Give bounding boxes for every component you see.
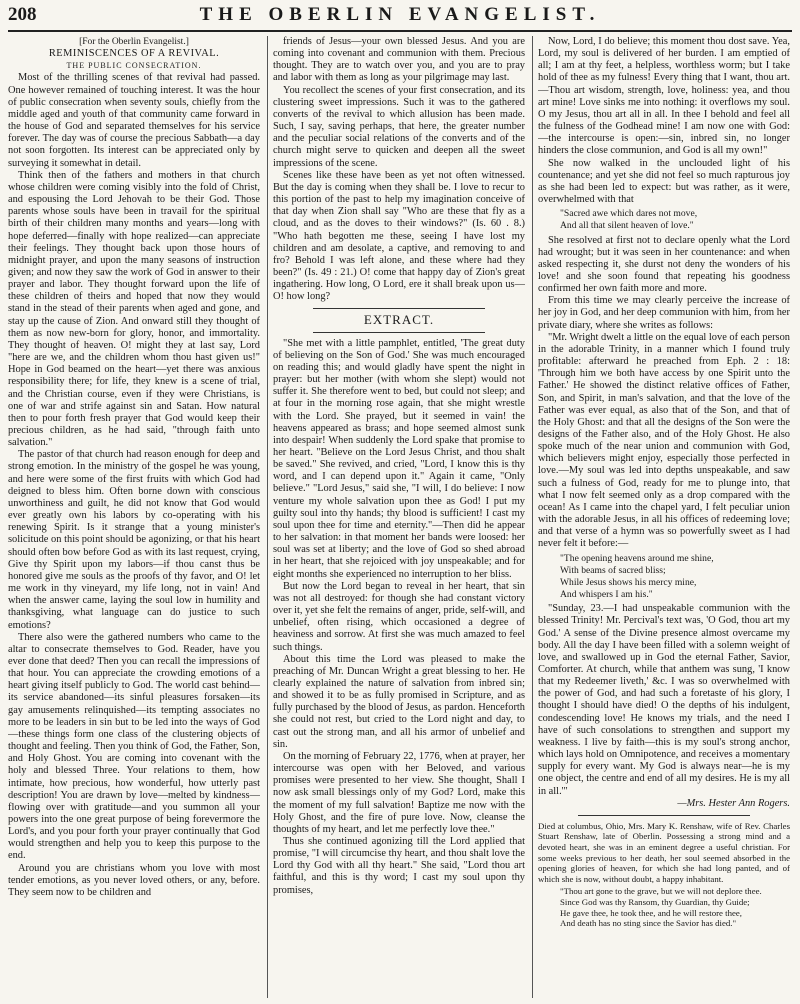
section-divider <box>578 815 750 816</box>
paragraph: friends of Jesus—your own blessed Jesus. And you are coming into covenant and communion with them. Precious thought. They are to watch over you, and you are to pray and labor with them as long as your pilgrimage may last. <box>273 36 525 84</box>
article-subtitle: THE PUBLIC CONSECRATION. <box>66 61 202 71</box>
paragraph: About this time the Lord was pleased to make the preaching of Mr. Duncan Wright a great blessing to her. He clearly explained the nature of salvation from inbred sin; and showed it to be as fully promised in Scripture, and as fully purchased by the blood of Jesus, as pardon. Henceforth she could not rest, but cried to the Lord night and day, to cast out the strong man, and all his armor of unbelief and sin. <box>273 653 525 750</box>
paragraph: Most of the thrilling scenes of that revival had passed. One however remained of touching interest. It was the hour of public consecration when seventy souls, chiefly from the middle aged and youth of that community came forward in the house of God and separated themselves for his service forever. The day was of course the precious Sabbath—a day not soon forgotten. Its interest can be appreciated only by surveying it somewhat in detail. <box>8 72 260 169</box>
verse-line: While Jesus shows his mercy mine, <box>560 576 697 588</box>
paragraph: The pastor of that church had reason enough for deep and strong emotion. In the ministry of the gospel he was young, and here were some of the first fruits with which God had deigned to bless him. Often borne down with conscious unworthiness and guilt, he did not know that God would ever greatly own his labors by co-operating with his renewing Spirit. Is it strange that a young minister's solicitude on this point should be agonizing, or that his heart should often bow before God as with its last request, crying, Give thy Spirit upon my labors—if thou canst thus be honored give me souls as the proofs of thy favor, and O! let me work in thy vineyard, my life long, not in vain! And when the answer came, laying the soul low in humility and thanksgiving, what language can do justice to such emotions? <box>8 449 260 631</box>
signature: —Mrs. Hester Ann Rogers. <box>677 797 790 809</box>
paragraph: You recollect the scenes of your first consecration, and its clustering sweet impressions. Such it was to the gathered converts of the revival to which allusion has been made. Such, I say, saving perhaps, that here, the greater number and the peculiar social relations of the converts and of the church might serve to quicken and deepen all the sweet impressions of the scene. <box>273 84 525 169</box>
verse-line: "Thou art gone to the grave, but we will not deplore thee. <box>560 886 762 897</box>
paragraph: "Mr. Wright dwelt a little on the equal love of each person in the adorable Trinity, in a manner which I found truly profitable: afterward he preached from Eph. 2 : 18: 'Through him we both have access by one Spirit unto the Father.' He showed the distinct relative offices of Father, Son, and Spirit, in man's salvation, and that the love of the Father was ever equal, as also that of the Son, and that of the Holy Ghost: and that all the designs of the Son were the designs of the Father also, and of the Holy Ghost. He also spoke much of the near union and communion with God, which believers might enjoy, especially those perfected in love.—My soul was led into depths unspeakable, and saw such a fulness of God, ready for me to plunge into, that what I now felt seemed only as a drop compared with the ocean! As I came into the chapel yard, I felt peculiar union with the adorable Jesus, in all his offices of redeeming love; and that verse of a hymn was so powerfully sweet as I had never felt it before:— <box>538 331 790 550</box>
page-number: 208 <box>8 4 37 25</box>
page-header <box>8 4 792 32</box>
column-3 <box>538 36 790 998</box>
obituary-verse <box>560 886 790 928</box>
verse-line: And whispers I am his." <box>560 589 653 601</box>
verse-line: With beams of sacred bliss; <box>560 564 666 576</box>
column-1 <box>8 36 260 998</box>
section-divider <box>313 308 485 309</box>
paragraph: From this time we may clearly perceive the increase of her joy in God, and her deep communion with him, from her private diary, where she writes as follows: <box>538 295 790 331</box>
paragraph: "Sunday, 23.—I had unspeakable communion with the blessed Trinity! Mr. Percival's text was, 'O God, thou art my God.' A sense of the Divine presence almost overcame my body. All the day I have been filled with a solemn weight of love, and swallowed up in God the eternal Father, Savior, Comforter. At church, while that anthem was sung, 'I know that my Redeemer liveth,' &c. I was so overwhelmed with the power of God, and had such a foretaste of his glory, I thought I should have died! O the depths of his indulgent, condescending love! He knows my trials, and the need I have of such consolations to strengthen and support my weakness. I live by faith—this is my soul's strong anchor, which lays hold on Omnipotence, and receives a momentary supply for every want. My God is always near—he is my one object, the centre and end of all my desires. He is my all in all.'" <box>538 603 790 797</box>
paragraph: But now the Lord began to reveal in her heart, that sin was not all destroyed: for though she had constant victory over it, yet she felt the remains of anger, pride, self-will, and unbelief, often rising, which occasioned a degree of heaviness and sorrow. At first she was much amazed to feel such things. <box>273 580 525 653</box>
paragraph: Thus she continued agonizing till the Lord applied that promise, "I will circumcise thy heart, and thou shalt love the Lord thy God with all thy heart." She said, "Lord thou art faithful, and this is thy word; I cast my soul upon thy promises, <box>273 836 525 896</box>
paragraph: She now walked in the unclouded light of his countenance; and yet she did not feel so much rapturous joy as she had been led to expect: but was rather, as it were, overwhelmed with that <box>538 157 790 206</box>
section-divider <box>313 332 485 333</box>
paragraph: There also were the gathered numbers who came to the altar to consecrate themselves to God. Reader, have you ever done that deed? Then you can recall the impressions of that hour. You can appreciate the crowding emotions of a heart giving itself publicly to God. The world cast behind—its service abandoned—its sinful pleasures forsaken—its gay amusements relinquished—its tempting associates no more to be leaders in sin but to be led into the ways of God—these things form one class of the clustering objects of thought and feeling. Then you think of God, the Father, Son, and Holy Ghost. You are coming into covenant with the holy and blessed Three. Your relations to them, how intimate, how precious, how wonderful, how utterly past description! You are drawn by love—melted by kindness—flowing over with gratitude—and you summon all your powers into the one great purpose of being forevermore the Lord's, and you pour forth your prayer continually that God would strengthen and help you to keep this purpose to the end. <box>8 631 260 862</box>
paragraph: "She met with a little pamphlet, entitled, 'The great duty of believing on the Son of God.' She was much encouraged on reading this; and would gladly have spent the night in prayer: but her mother (with whom she slept) would not suffer it. She therefore went to bed, but could not sleep; and at four in the morning rose again, that she might wrestle with the Lord. She prayed, but it seemed in vain! the heavens appeared as brass; and hope seemed almost sunk into despair! When suddenly the Lord spake that promise to her heart. "Believe on the Lord Jesus Christ, and thou shalt be saved." She revived, and cried, "Lord, I know this is thy word, and I can depend upon it." Again it came, "Only believe." "Lord Jesus," said she, "I will, I do believe: I now venture my whole salvation upon thee as God! I put my guilty soul into thy hands; thy blood is sufficient! I cast my soul upon thee for time and eternity."—Then did he appear to her salvation: in that moment her bands were loosed: her soul was set at liberty; and the love of God so shed abroad in her heart, that she rejoiced with joy unspeakable; and for eight months she experienced no interruption to her bliss. <box>273 337 525 580</box>
verse-line: "The opening heavens around me shine, <box>560 552 714 564</box>
extract-heading: EXTRACT. <box>363 312 435 328</box>
source-note: [For the Oberlin Evangelist.] <box>79 37 189 47</box>
paragraph: Now, Lord, I do believe; this moment thou dost save. Yea, Lord, my soul is delivered of her burden. I am emptied of all; I am at thy feet, a helpless, worthless worm; but I take hold of thee as my fulness! Every thing that I want, thou art.—Thou art wisdom, strength, love, holiness: yea, and thou art mine! Love sinks me into nothing: it overflows my soul. O my Jesus, thou art all in all. In thee I behold and feel all the fulness of the Godhead mine! I am now one with God:—the intercourse is open:—sin, inbred sin, no longer hinders the close communion, and God is all my own!" <box>538 36 790 157</box>
paragraph: She resolved at first not to declare openly what the Lord had wrought; but it was seen in her countenance: and when asked respecting it, she durst not deny the wonders of his love! and she soon found that repeating his goodness confirmed her own faith more and more. <box>538 234 790 295</box>
newspaper-title: THE OBERLIN EVANGELIST. <box>199 4 601 25</box>
obituary-notice: Died at columbus, Ohio, Mrs. Mary K. Renshaw, wife of Rev. Charles Stuart Renshaw, late of Oberlin. Possessing a strong mind and a devoted heart, she was in an eminent degree a useful christian. For some weeks previous to her death, her soul seemed absorbed in the opening glories of heaven, for which she had long panted, and of which she is now, without doubt, a happy inhabitant. <box>538 820 790 884</box>
paragraph: Around you are christians whom you love with most tender emotions, as you never loved others, or any, before. They seem now to be children and <box>8 862 260 898</box>
verse-line: Since God was thy Ransom, thy Guardian, thy Guide; <box>560 897 750 907</box>
verse-line: "Sacred awe which dares not move, <box>560 208 698 220</box>
column-divider <box>267 36 268 998</box>
verse-line: And all that silent heaven of love." <box>560 220 694 232</box>
paragraph: Think then of the fathers and mothers in that church whose children were coming visibly into the fold of Christ, and espousing the Lord Jehovah to be their God. Those parents whose souls have been in travail for the spiritual birth of their children many months and years—long with hope deferred—finally with hope realized—can appreciate their feelings. They thought back upon those hours of midnight prayer, and upon the many seasons of instruction given; and now they saw the work of God in answer to their prayer and labor. They thought forward upon the life of these children of theirs and hoped that now they would stand in the stead of their parents when aged and gone, and stay up the cause of Zion. And onward still they thought of them as now new-born for glory, honor, and immortality. They thought of heaven. O! might they at last say, Lord "here are we, and the children whom thou hast given us!" Hope in God beamed on the heart—yet there was anxious responsibility there; for life, they knew is a scene of trial, and the Christian course, even if they were Christians, is one of war and strife against sin and Satan. How natural then to pour forth fresh prayer that God would keep their precious children, as he had said, "through faith unto salvation." <box>8 169 260 449</box>
hymn-verse <box>560 553 790 602</box>
verse-quote <box>560 208 790 232</box>
paragraph: On the morning of February 22, 1776, when at prayer, her intercourse was open with her Beloved, and various promises were presented to her view. She thought, Shall I now ask small blessings only of my God? Lord, make this the moment of my full salvation! Baptize me now with the Holy Ghost, and the fire of pure love. Now, cleanse the thoughts of my heart, and let me perfectly love thee." <box>273 750 525 835</box>
paragraph: Scenes like these have been as yet not often witnessed. But the day is coming when they shall be. I love to recur to this portion of the past to help my imagination conceive of that day when Zion shall say "Who are these that fly as a cloud, and as the doves to their windows?" (Is. 60 . 8.) "Who hath begotten me these, seeing I have lost my children and am desolate, a captive, and removing to and fro? Behold I was left alone, and these where had they been?" (Is. 49 : 21.) O! come that happy day of Zion's great ingathering. How long, O Lord, ere it shall break upon us—O! how long? <box>273 169 525 303</box>
verse-line: He gave thee, he took thee, and he will restore thee, <box>560 907 742 918</box>
column-2 <box>273 36 525 998</box>
verse-line: And death has no sting since the Savior has died." <box>560 918 737 929</box>
column-divider <box>532 36 533 998</box>
article-title: REMINISCENCES OF A REVIVAL. <box>48 48 220 60</box>
